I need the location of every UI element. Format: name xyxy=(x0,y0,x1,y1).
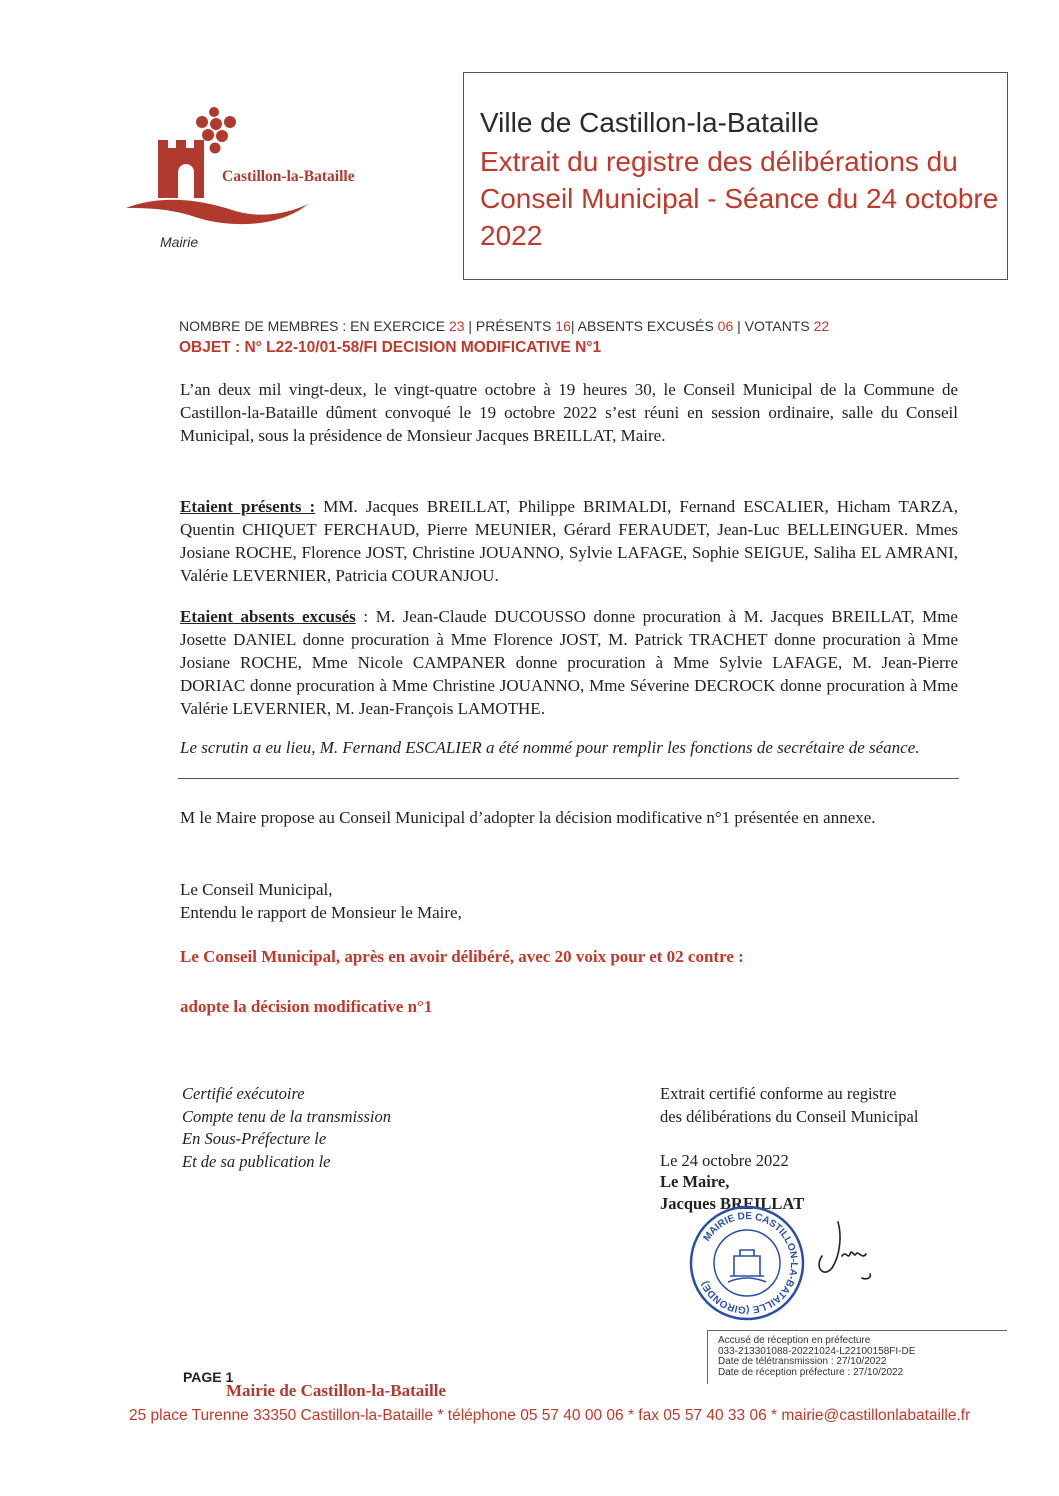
footer-address: 25 place Turenne 33350 Castillon-la-Bataille * téléphone 05 57 40 00 06 * fax 05 57 40 33 06 * mairie@castillonlabataille.fr xyxy=(129,1407,971,1424)
svg-text:MAIRIE DE CASTILLON-LA-BATAILL: MAIRIE DE CASTILLON-LA-BATAILLE (GIRONDE) xyxy=(699,1210,800,1316)
footer-mairie: Mairie de Castillon-la-Bataille xyxy=(226,1381,447,1400)
header-extract-title: Extrait du registre des délibérations du Conseil Municipal - Séance du 24 octobre 2022 xyxy=(480,146,999,251)
header-city: Ville de Castillon-la-Bataille xyxy=(480,107,819,138)
logo-name: Castillon-la-Bataille xyxy=(222,168,355,185)
tower-icon xyxy=(158,140,204,198)
proposal-paragraph: M le Maire propose au Conseil Municipal d’adopter la décision modificative n°1 présentée en annexe. xyxy=(180,808,876,827)
prefecture-receipt: Accusé de réception en préfecture 033-213301088-20221024-L22100158FI-DE Date de télétransmission : 27/10/2022 Date de réception préfecture : 27/10/2022 xyxy=(707,1330,1007,1384)
certification-left: Certifié exécutoire Compte tenu de la transmission En Sous-Préfecture le Et de sa publication le xyxy=(182,1084,391,1171)
intro-paragraph: L’an deux mil vingt-deux, le vingt-quatre octobre à 19 heures 30, le Conseil Municipal de la Commune de Castillon-la-Bataille dûment convoqué le 19 octobre 2022 s’est réuni en session ordinaire, salle du Conseil Municipal, sous la présidence de Monsieur Jacques BREILLAT, Maire. xyxy=(180,380,958,445)
signature-date: Le 24 octobre 2022 xyxy=(660,1151,789,1170)
mairie-stamp xyxy=(688,1204,806,1322)
council-lines: Le Conseil Municipal, Entendu le rapport de Monsieur le Maire, xyxy=(180,880,462,922)
certification-right: Extrait certifié conforme au registre des délibérations du Conseil Municipal xyxy=(660,1084,919,1126)
absents-paragraph: Etaient absents excusés : M. Jean-Claude DUCOUSSO donne procuration à M. Jacques BREILLAT, Mme Josette DANIEL donne procuration à Mme Florence JOST, M. Patrick TRACHET donne procuration à Mme Josiane ROCHE, Mme Nicole CAMPANER donne procuration à Mme Sylvie LAFAGE, M. Jean-Pierre DORIAC donne procuration à Mme Christine JOUANNO, Mme Séverine DECROCK donne procuration à Mme Valérie LEVERNIER, M. Jean-François LAMOTHE. xyxy=(180,607,958,718)
divider xyxy=(178,778,959,779)
handwritten-signature xyxy=(812,1216,892,1296)
signature-name: Jacques BREILLAT xyxy=(660,1194,805,1213)
scrutin-paragraph: Le scrutin a eu lieu, M. Fernand ESCALIER a été nommé pour remplir les fonctions de secrétaire de séance. xyxy=(180,738,920,757)
decision-line-1: Le Conseil Municipal, après en avoir délibéré, avec 20 voix pour et 02 contre : xyxy=(180,947,744,966)
page-number: PAGE 1 xyxy=(183,1369,234,1385)
presents-paragraph: Etaient présents : MM. Jacques BREILLAT, Philippe BRIMALDI, Fernand ESCALIER, Hicham TARZA, Quentin CHIQUET FERCHAUD, Pierre MEUNIER, Gérard FERAUDET, Jean-Luc BELLEINGUER. Mmes Josiane ROCHE, Florence JOST, Christine JOUANNO, Sylvie LAFAGE, Sophie SEIGUE, Saliha EL AMRANI, Valérie LEVERNIER, Patricia COURANJOU. xyxy=(180,497,958,585)
logo-mairie: Mairie xyxy=(160,234,199,250)
decision-line-2: adopte la décision modificative n°1 xyxy=(180,997,433,1016)
signature-title: Le Maire, xyxy=(660,1172,730,1191)
members-line: NOMBRE DE MEMBRES : EN EXERCICE 23 | PRÉSENTS 16| ABSENTS EXCUSÉS 06 | VOTANTS 22 xyxy=(179,318,830,334)
objet-line: OBJET : N° L22-10/01-58/FI DECISION MODIFICATIVE N°1 xyxy=(179,339,602,356)
